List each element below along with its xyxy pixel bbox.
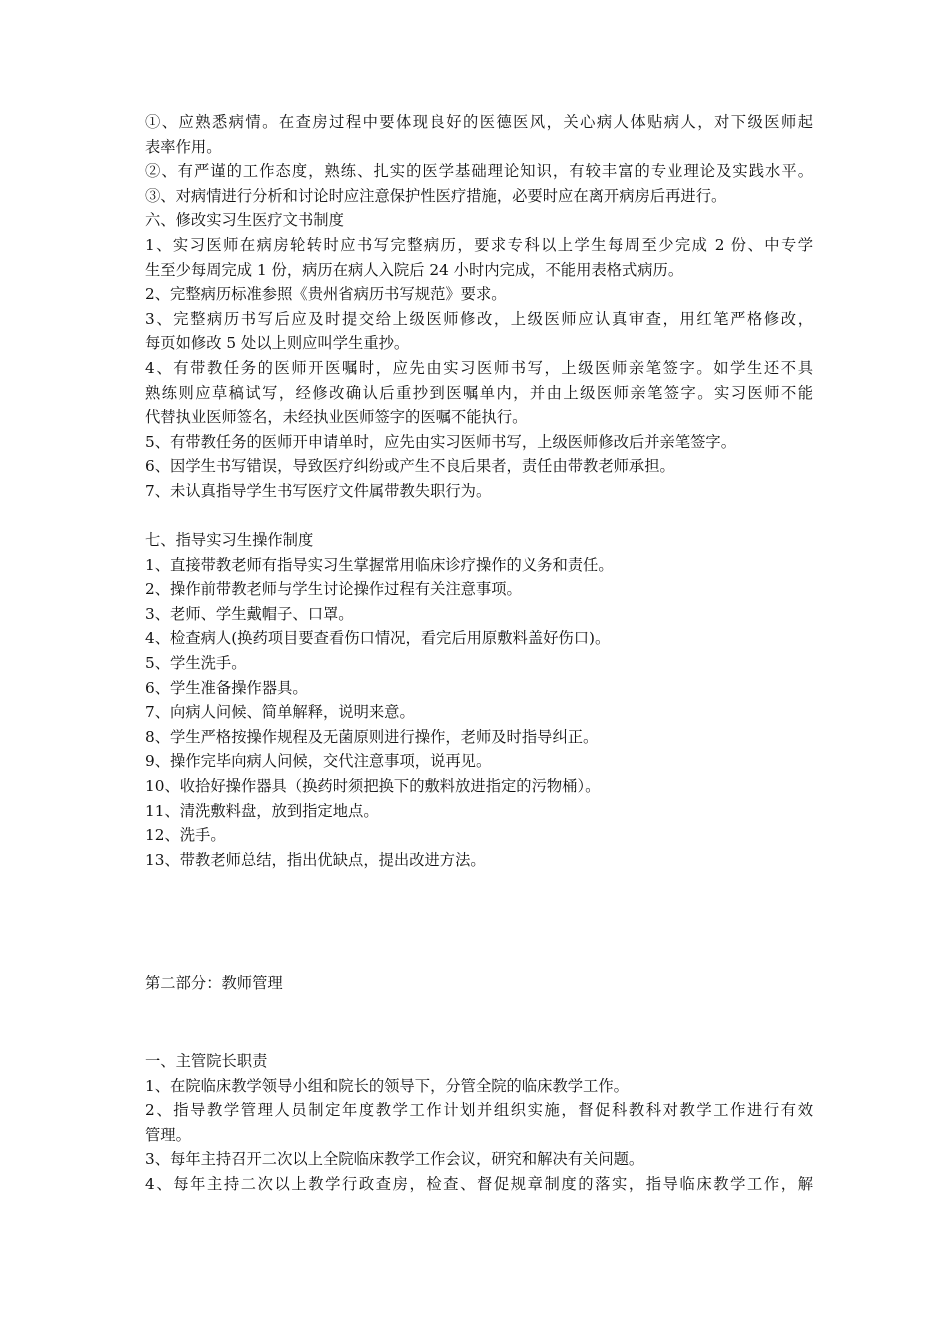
section-heading: 七、指导实习生操作制度 <box>145 531 314 550</box>
text-line: 6、因学生书写错误，导致医疗纠纷或产生不良后果者，责任由带教老师承担。 <box>145 457 675 476</box>
text-line: 13、带教老师总结，指出优缺点，提出改进方法。 <box>145 850 486 869</box>
text-line: 生至少每周完成 1 份，病历在病人入院后 24 小时内完成，不能用表格式病历。 <box>145 260 684 279</box>
text-line: 熟练则应草稿试写，经修改确认后重抄到医嘱单内，并由上级医师亲笔签字。实习医师不能 <box>145 383 813 402</box>
text-line: 10、收拾好操作器具（换药时须把换下的敷料放进指定的污物桶）。 <box>145 777 601 796</box>
text-line: 9、操作完毕向病人问候，交代注意事项，说再见。 <box>145 752 492 771</box>
text-line: 3、老师、学生戴帽子、口罩。 <box>145 604 354 623</box>
section-heading: 六、修改实习生医疗文书制度 <box>145 211 344 230</box>
blank-line <box>145 504 813 529</box>
text-line: 代替执业医师签名，未经执业医师签字的医嘱不能执行。 <box>145 408 528 427</box>
text-line: 2、指导教学管理人员制定年度教学工作计划并组织实施，督促科教科对教学工作进行有效 <box>145 1101 813 1120</box>
text-line: 4、每年主持二次以上教学行政查房，检查、督促规章制度的落实，指导临床教学工作，解 <box>145 1174 813 1193</box>
text-line: 1、实习医师在病房轮转时应书写完整病历，要求专科以上学生每周至少完成 2 份、中专学 <box>145 235 813 254</box>
part-heading: 第二部分：教师管理 <box>145 974 283 993</box>
text-line: 每页如修改 5 处以上则应叫学生重抄。 <box>145 334 410 353</box>
text-line: 7、向病人问候、简单解释，说明来意。 <box>145 703 415 722</box>
text-line: 11、清洗敷料盘，放到指定地点。 <box>145 801 379 820</box>
blank-space <box>145 996 813 1049</box>
text-line: 4、有带教任务的医师开医嘱时，应先由实习医师书写，上级医师亲笔签字。如学生还不具 <box>145 358 813 377</box>
text-line: 3、完整病历书写后应及时提交给上级医师修改，上级医师应认真审查，用红笔严格修改， <box>145 309 813 328</box>
text-line: 2、完整病历标准参照《贵州省病历书写规范》要求。 <box>145 285 507 304</box>
text-line: 4、检查病人(换药项目要查看伤口情况，看完后用原敷料盖好伤口)。 <box>145 629 611 648</box>
text-line: 12、洗手。 <box>145 826 226 845</box>
text-line: 3、每年主持召开二次以上全院临床教学工作会议，研究和解决有关问题。 <box>145 1150 645 1169</box>
blank-space <box>145 872 813 971</box>
text-line: 表率作用。 <box>145 137 222 156</box>
text-line: 2、操作前带教老师与学生讨论操作过程有关注意事项。 <box>145 580 522 599</box>
text-line: 7、未认真指导学生书写医疗文件属带教失职行为。 <box>145 481 492 500</box>
text-line: 5、学生洗手。 <box>145 654 247 673</box>
text-line: ③、对病情进行分析和讨论时应注意保护性医疗措施，必要时应在离开病房后再进行。 <box>145 186 727 205</box>
text-line: 6、学生准备操作器具。 <box>145 678 308 697</box>
text-line: 8、学生严格按操作规程及无菌原则进行操作，老师及时指导纠正。 <box>145 727 599 746</box>
text-line: ①、应熟悉病情。在查房过程中要体现良好的医德医风，关心病人体贴病人，对下级医师起 <box>145 113 813 131</box>
text-line: 5、有带教任务的医师开申请单时，应先由实习医师书写，上级医师修改后并亲笔签字。 <box>145 432 737 451</box>
document-page <box>145 110 813 1197</box>
section-heading: 一、主管院长职责 <box>145 1052 268 1070</box>
text-line: 1、在院临床教学领导小组和院长的领导下，分管全院的临床教学工作。 <box>145 1076 629 1095</box>
text-line: 1、直接带教老师有指导实习生掌握常用临床诊疗操作的义务和责任。 <box>145 555 614 574</box>
text-line: 管理。 <box>145 1125 191 1144</box>
text-line: ②、有严谨的工作态度，熟练、扎实的医学基础理论知识，有较丰富的专业理论及实践水平。 <box>145 162 813 181</box>
